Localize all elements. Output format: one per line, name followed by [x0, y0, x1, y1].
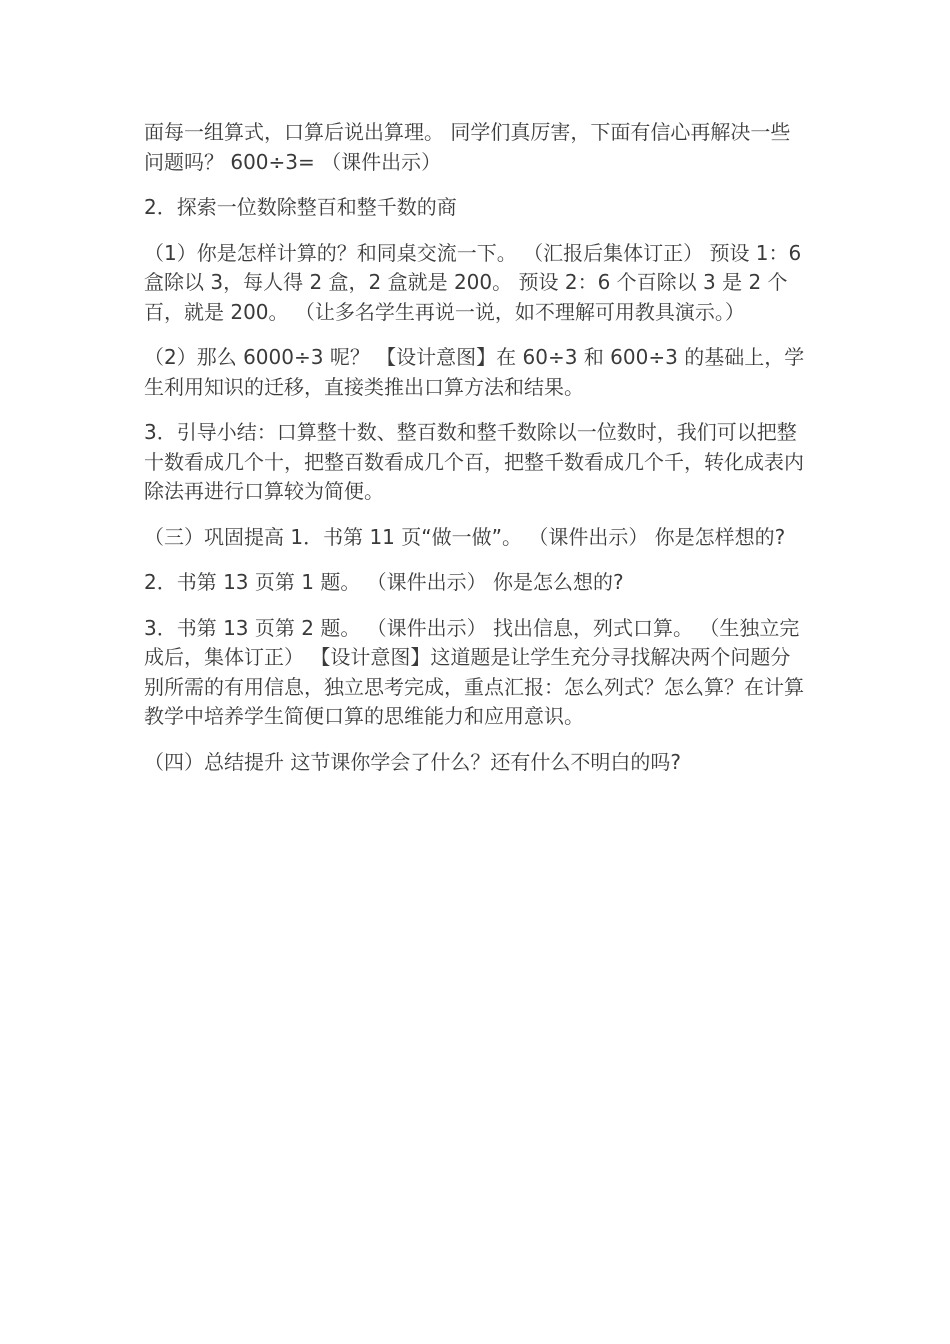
document-body: [144, 118, 806, 793]
paragraph-exercise-2: 2．书第 13 页第 1 题。 （课件出示） 你是怎么想的?: [144, 570, 624, 594]
paragraph-section-2-heading: 2．探索一位数除整百和整千数的商: [144, 195, 457, 219]
paragraph-summary-3: 3．引导小结：口算整十数、整百数和整千数除以一位数时，我们可以把整十数看成几个十，把整百数看成几个百，把整千数看成几个千，转化成表内除法再进行口算较为简便。: [144, 420, 804, 503]
paragraph-conclusion: （四）总结提升 这节课你学会了什么？还有什么不明白的吗?: [144, 749, 681, 774]
paragraph-exercise-3: 3．书第 13 页第 2 题。 （课件出示） 找出信息，列式口算。 （生独立完成后，集体订正） 【设计意图】这道题是让学生充分寻找解决两个问题分别所需的有用信息，独立思考完成，重点汇报：怎么列式？怎么算？在计算教学中培养学生简便口算的思维能力和应用意识。: [144, 615, 804, 728]
paragraph-step-2: （2）那么 6000÷3 呢？ 【设计意图】在 60÷3 和 600÷3 的基础上，学生利用知识的迁移，直接类推出口算方法和结果。: [144, 345, 805, 399]
paragraph-step-1: （1）你是怎样计算的？和同桌交流一下。 （汇报后集体订正） 预设 1：6 盒除以 3，每人得 2 盒，2 盒就是 200。 预设 2：6 个百除以 3 是 2 个百，就是 200。 （让多名学生再说一说，如不理解可用教具演示。）: [144, 240, 802, 324]
paragraph-intro: 面每一组算式，口算后说出算理。 同学们真厉害，下面有信心再解决一些问题吗？ 600÷3= （课件出示）: [144, 120, 791, 174]
paragraph-consolidation: （三）巩固提高 1．书第 11 页“做一做”。 （课件出示） 你是怎样想的?: [144, 524, 786, 549]
